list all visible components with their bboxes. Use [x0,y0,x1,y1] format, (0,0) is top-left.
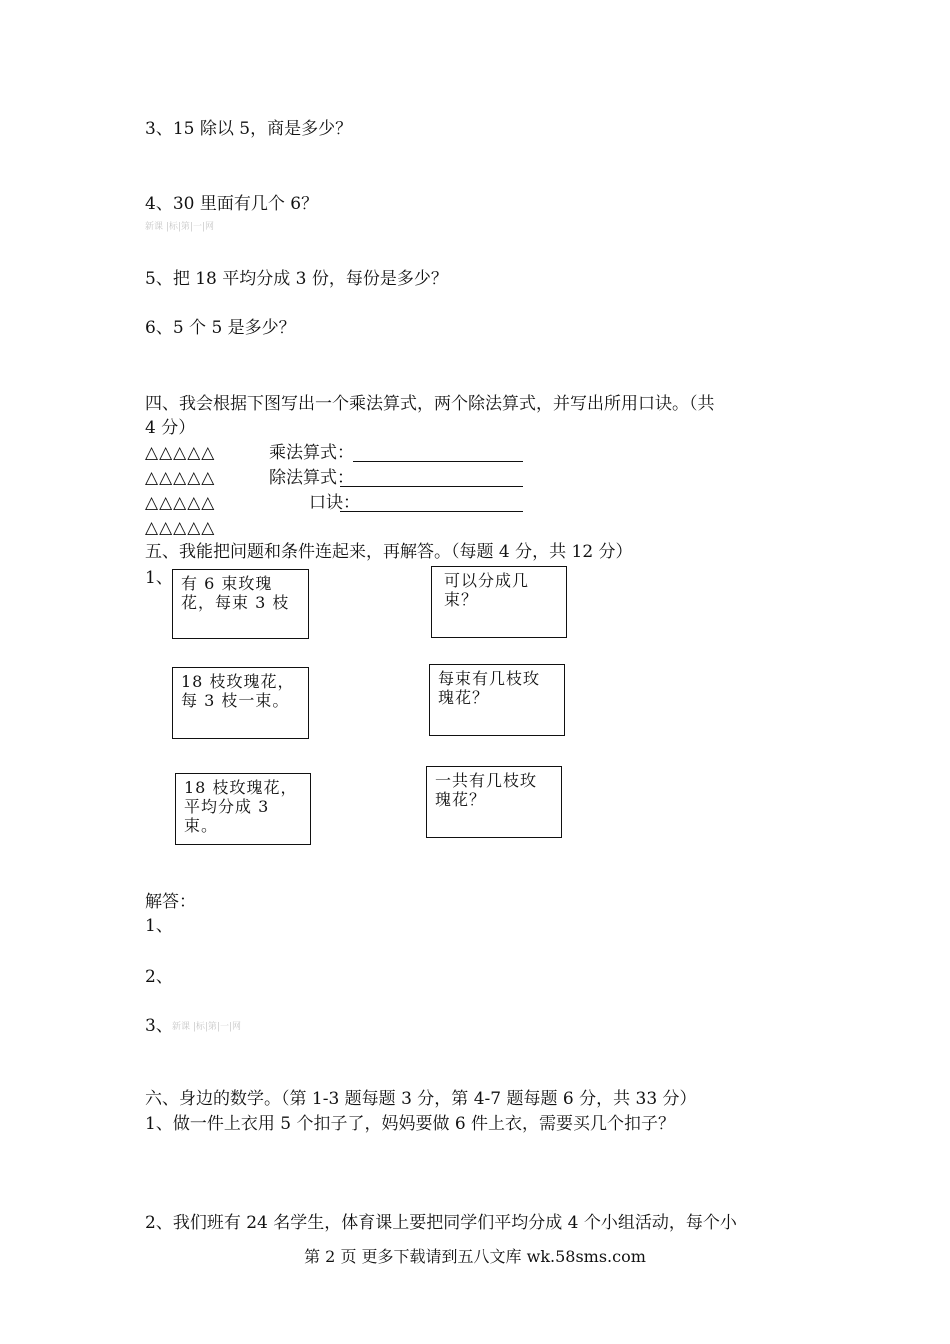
page-footer: 第 2 页 更多下载请到五八文库 wk.58sms.com [304,1247,646,1266]
question-5: 5、把 18 平均分成 3 份，每份是多少？ [145,269,448,289]
triangle-row: △△△△△ [145,443,216,463]
watermark: 新课 |标|第|一|网 [145,222,214,232]
answer-item-2: 2、 [145,967,173,987]
section-5-title: 五、我能把问题和条件连起来，再解答。（每题 4 分，共 12 分） [145,542,633,562]
condition-box-2[interactable]: 18 枝玫瑰花，每 3 枝一束。 [172,667,309,739]
division-answer-line[interactable] [340,486,523,487]
question-box-2[interactable]: 每束有几枝玫瑰花？ [429,664,565,736]
answer-item-1: 1、 [145,916,173,936]
question-box-3[interactable]: 一共有几枝玫瑰花？ [426,766,562,838]
section-6-title: 六、身边的数学。（第 1-3 题每题 3 分，第 4-7 题每题 6 分，共 33 分） [145,1089,697,1109]
answer-label: 解答： [145,892,196,912]
watermark: 新课 |标|第|一|网 [172,1022,241,1032]
division-label: 除法算式： [269,468,354,488]
multiplication-label: 乘法算式： [269,443,354,463]
triangle-row: △△△△△ [145,468,216,488]
triangle-row: △△△△△ [145,518,216,538]
answer-item-3: 3、 [145,1016,173,1036]
section-6-question-2: 2、我们班有 24 名学生，体育课上要把同学们平均分成 4 个小组活动，每个小 [145,1213,737,1233]
condition-box-3[interactable]: 18 枝玫瑰花，平均分成 3 束。 [175,773,311,845]
condition-box-1[interactable]: 有 6 束玫瑰花，每束 3 枝 [172,569,309,639]
rhyme-answer-line[interactable] [340,511,523,512]
section-4-title-cont: 4 分） [145,418,196,438]
question-6: 6、5 个 5 是多少？ [145,318,296,338]
question-3: 3、15 除以 5，商是多少？ [145,119,353,139]
rhyme-label: 口诀： [309,493,360,513]
section-6-question-1: 1、做一件上衣用 5 个扣子了，妈妈要做 6 件上衣，需要买几个扣子？ [145,1114,676,1134]
question-box-1[interactable]: 可以分成几束？ [431,566,567,638]
multiplication-answer-line[interactable] [353,461,523,462]
item-number: 1、 [145,568,173,588]
section-4-title: 四、我会根据下图写出一个乘法算式，两个除法算式，并写出所用口诀。（共 [145,394,715,414]
question-4: 4、30 里面有几个 6？ [145,194,319,214]
triangle-row: △△△△△ [145,493,216,513]
